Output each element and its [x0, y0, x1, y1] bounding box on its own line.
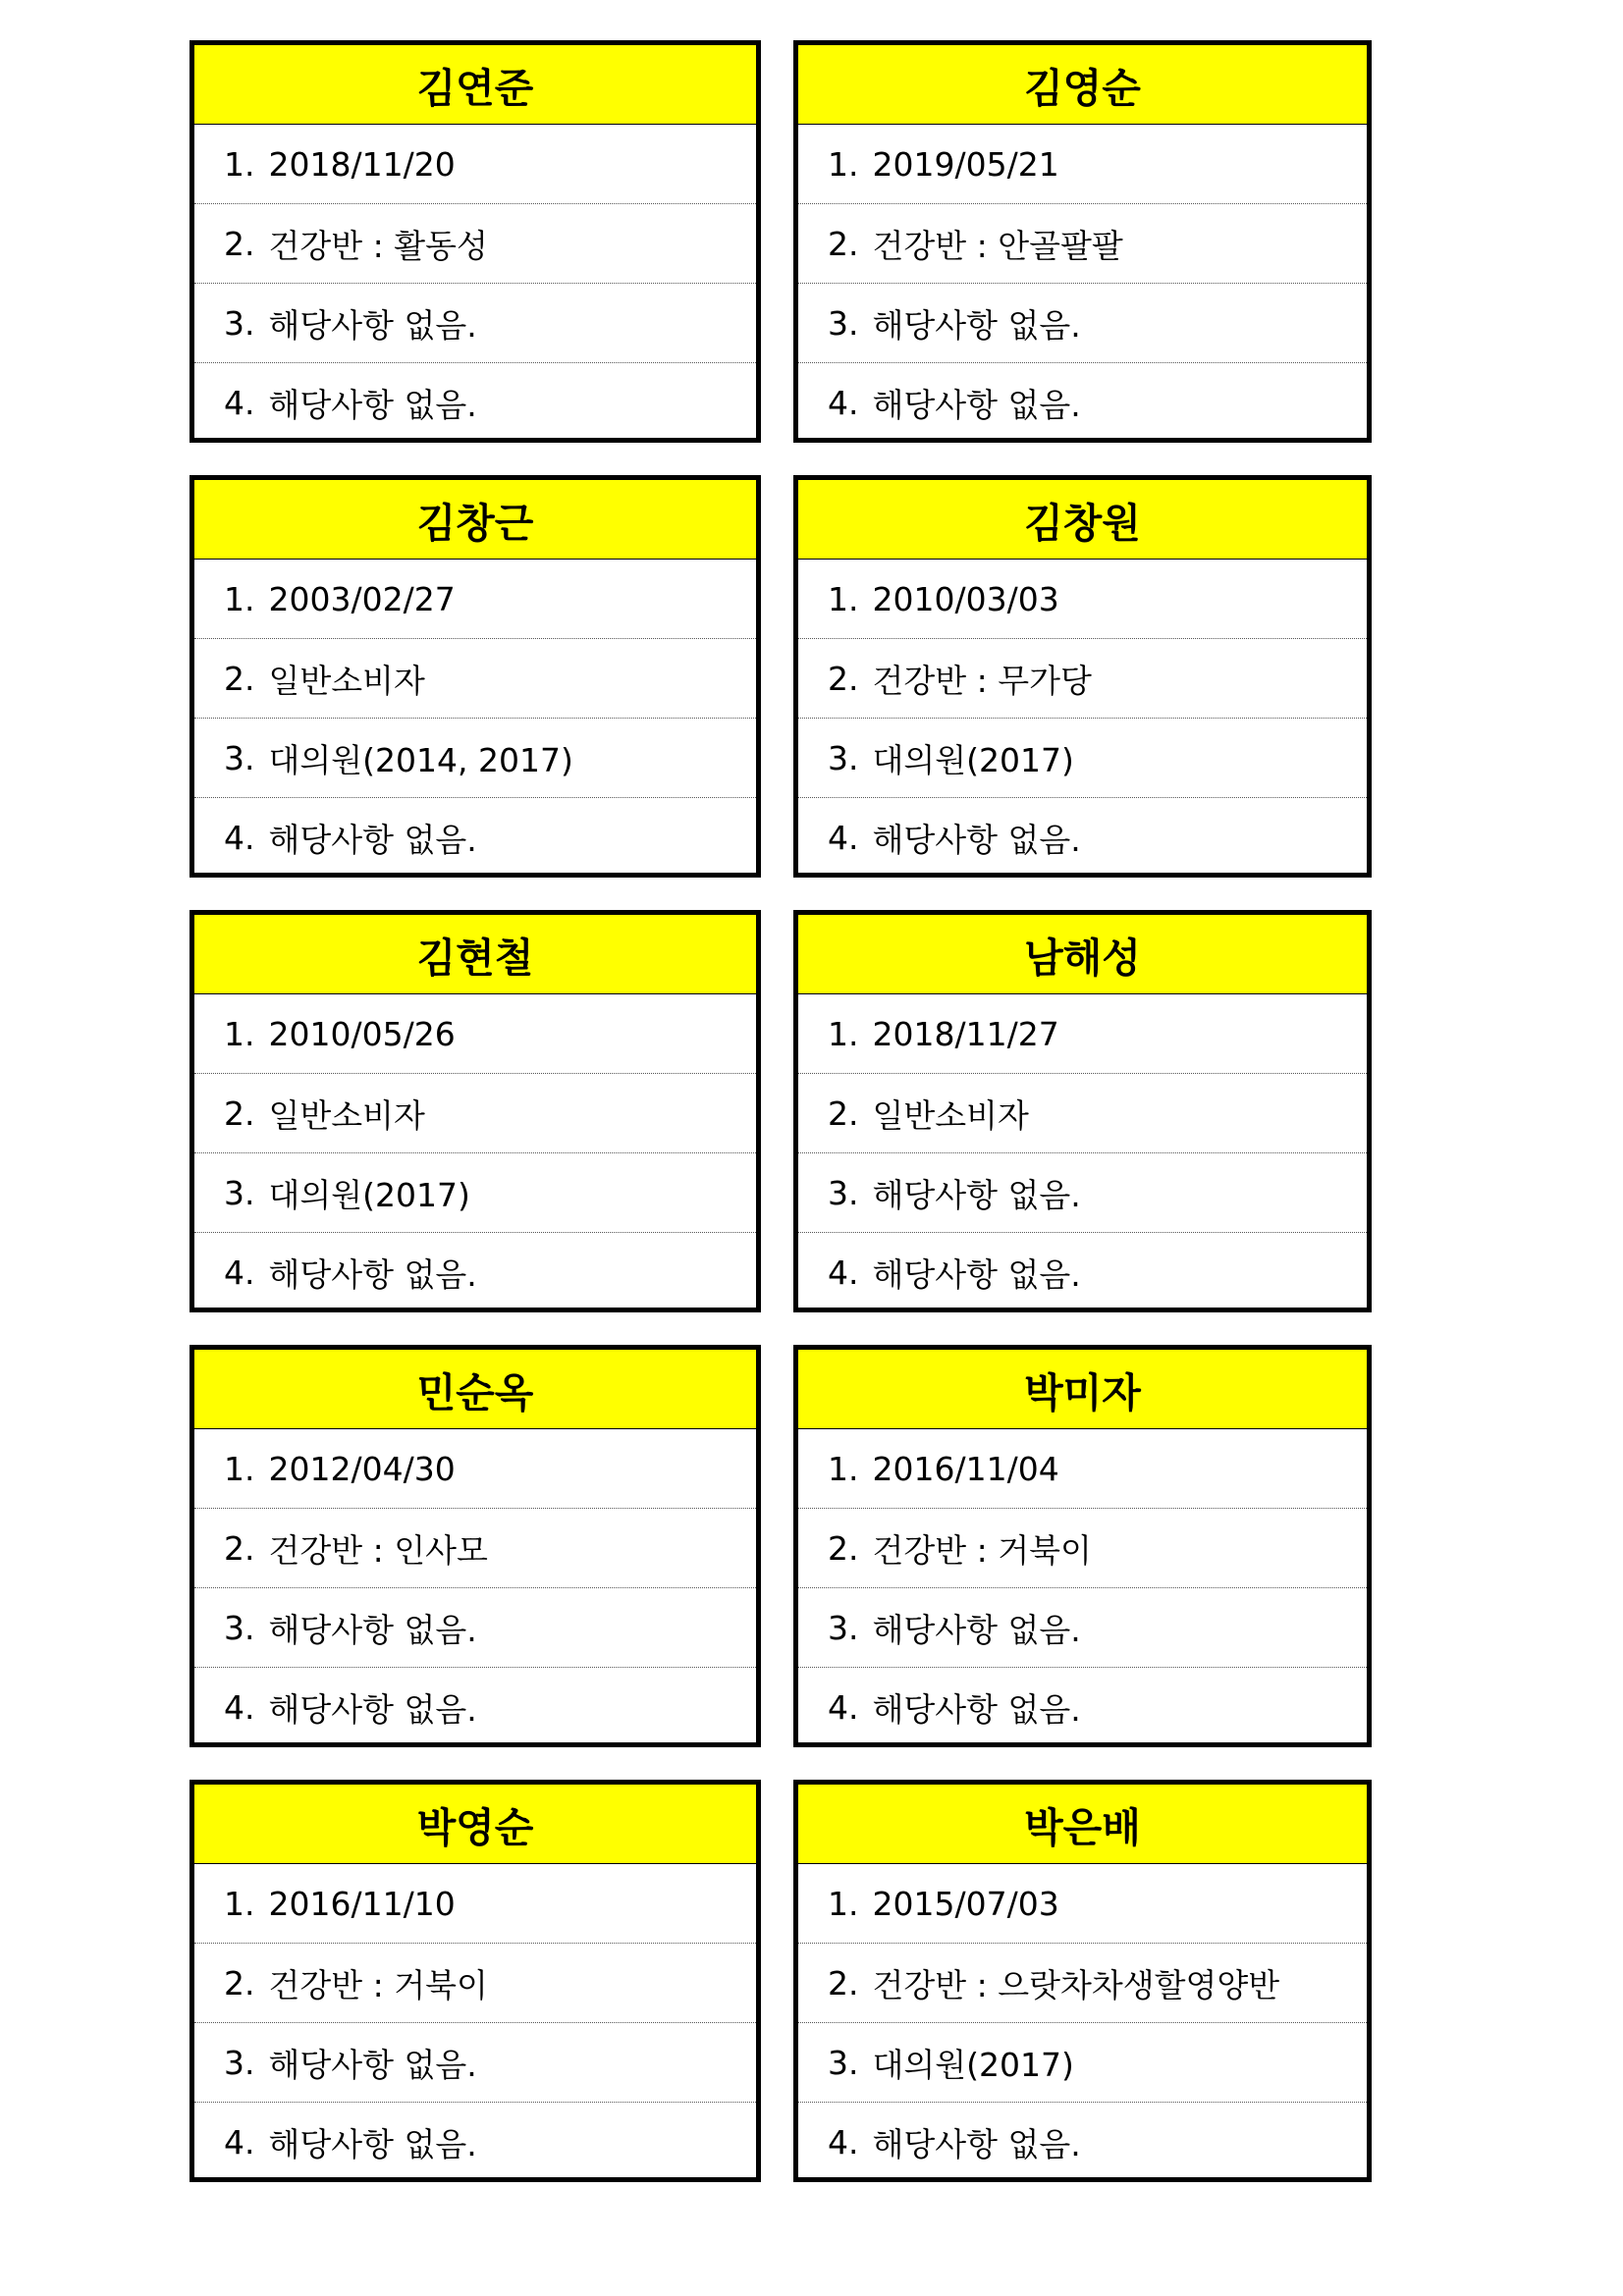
member-card: [793, 475, 1372, 878]
item-number: 2.: [224, 1094, 255, 1133]
item-number: 3.: [224, 2043, 255, 2082]
member-item-2: [798, 1509, 1367, 1588]
item-number: 3.: [828, 2043, 859, 2082]
member-card: [793, 40, 1372, 443]
member-item-1: [194, 560, 756, 639]
member-item-1: [798, 125, 1367, 204]
member-item-1: [194, 1864, 756, 1944]
member-name: 김현철: [194, 915, 756, 994]
item-number: 1.: [224, 1449, 255, 1488]
member-item-4: [798, 1233, 1367, 1312]
member-item-2: [798, 1074, 1367, 1153]
member-card: [189, 1780, 761, 2182]
item-number: 2.: [828, 659, 859, 698]
other-note: 해당사항 없음.: [872, 386, 1081, 424]
item-number: 3.: [224, 1173, 255, 1212]
join-date: 2018/11/20: [268, 144, 456, 184]
item-number: 4.: [828, 819, 859, 857]
member-item-2: [194, 1509, 756, 1588]
member-item-3: [798, 2023, 1367, 2103]
member-name: 김창근: [194, 480, 756, 560]
item-number: 4.: [224, 384, 255, 422]
join-date: 2010/03/03: [872, 579, 1059, 618]
item-number: 1.: [224, 1884, 255, 1923]
item-number: 1.: [828, 1884, 859, 1923]
join-date: 2019/05/21: [872, 144, 1059, 184]
item-number: 3.: [224, 1608, 255, 1647]
member-item-1: [194, 1429, 756, 1509]
member-item-2: [798, 204, 1367, 284]
member-item-4: [798, 798, 1367, 878]
other-note: 해당사항 없음.: [268, 821, 477, 859]
member-name: 박은배: [798, 1785, 1367, 1864]
item-number: 3.: [828, 738, 859, 777]
member-item-4: [798, 2103, 1367, 2182]
member-item-1: [798, 1864, 1367, 1944]
item-number: 2.: [224, 659, 255, 698]
item-number: 4.: [828, 384, 859, 422]
member-card: [189, 910, 761, 1312]
member-card: [793, 910, 1372, 1312]
other-note: 해당사항 없음.: [268, 2125, 477, 2163]
member-group: 건강반 : 활동성: [268, 226, 488, 265]
member-item-4: [194, 1233, 756, 1312]
member-item-4: [194, 363, 756, 443]
member-item-4: [194, 1668, 756, 1747]
delegate-history: 해당사항 없음.: [872, 1610, 1081, 1649]
member-group: 건강반 : 안골팔팔: [872, 226, 1123, 265]
member-item-2: [194, 204, 756, 284]
member-item-1: [194, 125, 756, 204]
join-date: 2016/11/04: [872, 1449, 1059, 1488]
member-item-2: [798, 1944, 1367, 2023]
member-item-3: [194, 719, 756, 798]
member-name: 김연준: [194, 45, 756, 125]
member-item-4: [194, 798, 756, 878]
member-item-2: [798, 639, 1367, 719]
member-card: [793, 1345, 1372, 1747]
join-date: 2015/07/03: [872, 1884, 1059, 1923]
member-group: 건강반 : 무가당: [872, 661, 1092, 700]
delegate-history: 대의원(2017): [268, 1175, 470, 1214]
member-item-2: [194, 1944, 756, 2023]
member-item-3: [798, 1588, 1367, 1668]
member-item-3: [194, 1153, 756, 1233]
delegate-history: 대의원(2017): [872, 740, 1074, 779]
member-item-3: [194, 1588, 756, 1668]
other-note: 해당사항 없음.: [872, 1255, 1081, 1294]
join-date: 2016/11/10: [268, 1884, 456, 1923]
member-card: [189, 40, 761, 443]
member-item-1: [194, 994, 756, 1074]
item-number: 1.: [828, 579, 859, 618]
item-number: 1.: [224, 579, 255, 618]
member-name: 박미자: [798, 1350, 1367, 1429]
member-group: 일반소비자: [872, 1095, 1029, 1135]
delegate-history: 대의원(2014, 2017): [268, 740, 573, 779]
delegate-history: 해당사항 없음.: [872, 1175, 1081, 1214]
member-item-4: [798, 1668, 1367, 1747]
member-name: 남해성: [798, 915, 1367, 994]
item-number: 2.: [224, 1528, 255, 1568]
other-note: 해당사항 없음.: [872, 821, 1081, 859]
item-number: 3.: [224, 303, 255, 343]
member-card: [793, 1780, 1372, 2182]
other-note: 해당사항 없음.: [268, 386, 477, 424]
item-number: 1.: [828, 1014, 859, 1053]
item-number: 3.: [828, 303, 859, 343]
member-item-2: [194, 1074, 756, 1153]
other-note: 해당사항 없음.: [268, 1255, 477, 1294]
item-number: 2.: [828, 1094, 859, 1133]
join-date: 2018/11/27: [872, 1014, 1059, 1053]
delegate-history: 해당사항 없음.: [268, 1610, 477, 1649]
member-name: 김창원: [798, 480, 1367, 560]
member-item-1: [798, 1429, 1367, 1509]
member-item-3: [798, 1153, 1367, 1233]
member-card: [189, 475, 761, 878]
item-number: 4.: [224, 2123, 255, 2162]
member-item-4: [194, 2103, 756, 2182]
item-number: 2.: [828, 1963, 859, 2002]
item-number: 3.: [828, 1173, 859, 1212]
item-number: 2.: [224, 224, 255, 263]
delegate-history: 대의원(2017): [872, 2045, 1074, 2084]
member-item-1: [798, 994, 1367, 1074]
item-number: 3.: [224, 738, 255, 777]
join-date: 2012/04/30: [268, 1449, 456, 1488]
member-item-3: [194, 284, 756, 363]
item-number: 4.: [828, 2123, 859, 2162]
member-item-2: [194, 639, 756, 719]
member-item-3: [798, 719, 1367, 798]
item-number: 4.: [224, 1254, 255, 1292]
item-number: 4.: [828, 1688, 859, 1727]
member-name: 김영순: [798, 45, 1367, 125]
item-number: 4.: [224, 819, 255, 857]
member-group: 일반소비자: [268, 1095, 425, 1135]
delegate-history: 해당사항 없음.: [872, 305, 1081, 345]
item-number: 4.: [828, 1254, 859, 1292]
delegate-history: 해당사항 없음.: [268, 2045, 477, 2084]
item-number: 1.: [224, 1014, 255, 1053]
member-group: 일반소비자: [268, 661, 425, 700]
other-note: 해당사항 없음.: [268, 1690, 477, 1729]
member-card: [189, 1345, 761, 1747]
item-number: 3.: [828, 1608, 859, 1647]
member-item-4: [798, 363, 1367, 443]
member-item-3: [194, 2023, 756, 2103]
join-date: 2003/02/27: [268, 579, 456, 618]
member-name: 박영순: [194, 1785, 756, 1864]
item-number: 4.: [224, 1688, 255, 1727]
member-group: 건강반 : 거북이: [872, 1530, 1092, 1570]
member-item-3: [798, 284, 1367, 363]
member-group: 건강반 : 인사모: [268, 1530, 488, 1570]
member-group: 건강반 : 으랏차차생할영양반: [872, 1965, 1280, 2004]
member-group: 건강반 : 거북이: [268, 1965, 488, 2004]
member-name: 민순옥: [194, 1350, 756, 1429]
item-number: 2.: [828, 224, 859, 263]
other-note: 해당사항 없음.: [872, 2125, 1081, 2163]
member-item-1: [798, 560, 1367, 639]
other-note: 해당사항 없음.: [872, 1690, 1081, 1729]
item-number: 1.: [224, 144, 255, 184]
item-number: 1.: [828, 144, 859, 184]
item-number: 1.: [828, 1449, 859, 1488]
item-number: 2.: [224, 1963, 255, 2002]
join-date: 2010/05/26: [268, 1014, 456, 1053]
delegate-history: 해당사항 없음.: [268, 305, 477, 345]
item-number: 2.: [828, 1528, 859, 1568]
